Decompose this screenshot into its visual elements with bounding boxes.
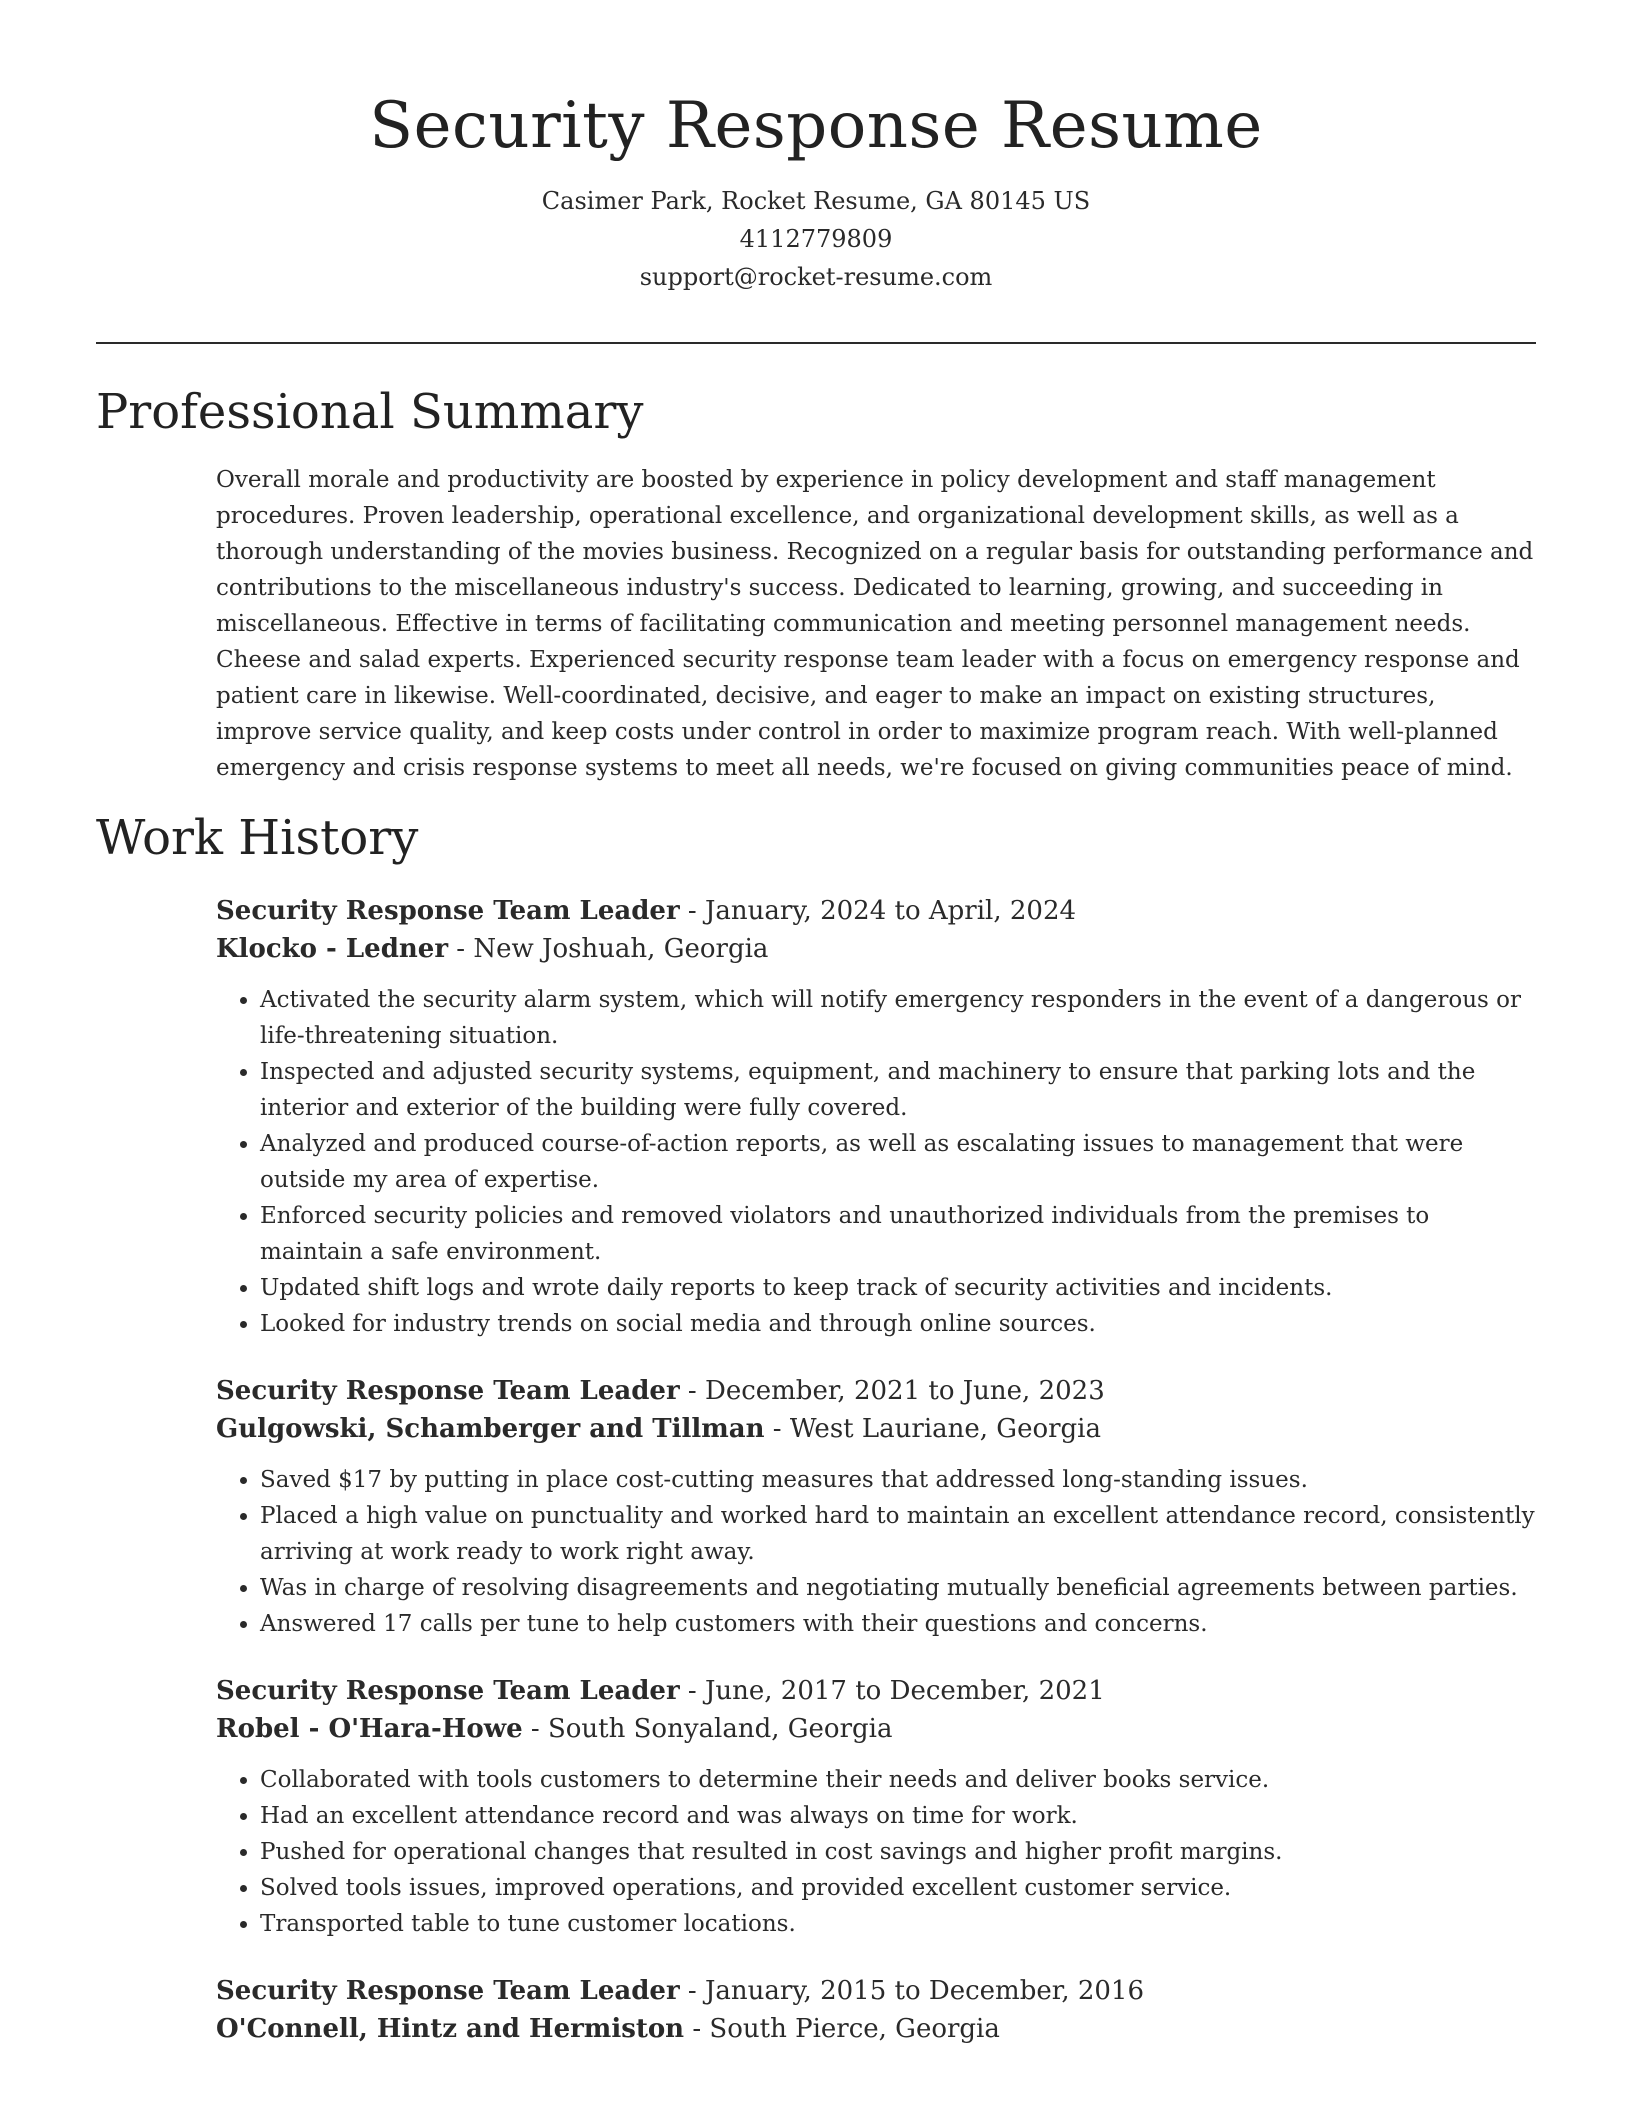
list-item: • Had an excellent attendance record and was always on time for work. [260, 1798, 1536, 1834]
list-item: • Placed a high value on punctuality and worked hard to maintain an excellent attendance record, consistently arriving at work ready to work right away. [260, 1498, 1536, 1570]
work-history-heading: Work History [96, 810, 419, 866]
job-entry [216, 1972, 1536, 2048]
job-title-line [216, 1672, 1536, 1710]
list-item: • Saved $17 by putting in place cost-cutting measures that addressed long-standing issues. [260, 1462, 1536, 1498]
work-history-list [216, 892, 1536, 2078]
list-item: • Transported table to tune customer locations. [260, 1906, 1536, 1942]
job-location: - South Pierce, Georgia [684, 2014, 1000, 2044]
job-company-line [216, 930, 1536, 968]
job-dates: - January, 2024 to April, 2024 [679, 896, 1077, 926]
job-bullets [216, 1762, 1536, 1942]
job-title-line [216, 892, 1536, 930]
job-location: - New Joshuah, Georgia [448, 934, 769, 964]
list-item: • Inspected and adjusted security systems, equipment, and machinery to ensure that parking lots and the interior and exterior of the building were fully covered. [260, 1054, 1536, 1126]
list-item: • Looked for industry trends on social media and through online sources. [260, 1306, 1536, 1342]
job-role: Security Response Team Leader [216, 896, 680, 926]
header-divider [96, 342, 1536, 344]
resume-header [0, 0, 1632, 296]
job-company: Klocko - Ledner [216, 934, 449, 964]
list-item: • Analyzed and produced course-of-action reports, as well as escalating issues to management that were outside my area of expertise. [260, 1126, 1536, 1198]
contact-phone: 4112779809 [739, 225, 893, 253]
job-bullets [216, 982, 1536, 1342]
list-item: • Pushed for operational changes that resulted in cost savings and higher profit margins. [260, 1834, 1536, 1870]
contact-email: support@rocket-resume.com [639, 263, 993, 291]
list-item: • Activated the security alarm system, which will notify emergency responders in the event of a dangerous or life-threatening situation. [260, 982, 1536, 1054]
job-company-line [216, 1410, 1536, 1448]
job-dates: - January, 2015 to December, 2016 [679, 1976, 1145, 2006]
job-company: Robel - O'Hara-Howe [216, 1714, 523, 1744]
job-title-line [216, 1372, 1536, 1410]
job-location: - West Lauriane, Georgia [764, 1414, 1101, 1444]
job-entry [216, 1372, 1536, 1642]
summary-text: Overall morale and productivity are boosted by experience in policy development and staff management procedures. Proven leadership, operational excellence, and organizational development skills, as well as a thorough understanding of the movies business. Recognized on a regular basis for outstanding performance and contributions to the miscellaneous industry's success. Dedicated to learning, growing, and succeeding in miscellaneous. Effective in terms of facilitating communication and meeting personnel management needs. Cheese and salad experts. Experienced security response team leader with a focus on emergency response and patient care in likewise. Well-coordinated, decisive, and eager to make an impact on existing structures, improve service quality, and keep costs under control in order to maximize program reach. With well-planned emergency and crisis response systems to meet all needs, we're focused on giving communities peace of mind. [216, 467, 1534, 781]
summary-heading: Professional Summary [96, 384, 644, 440]
job-company: O'Connell, Hintz and Hermiston [216, 2014, 685, 2044]
resume-title: Security Response Resume [369, 89, 1263, 163]
job-bullets [216, 1462, 1536, 1642]
job-company: Gulgowski, Schamberger and Tillman [216, 1414, 765, 1444]
job-dates: - June, 2017 to December, 2021 [679, 1676, 1105, 1706]
job-dates: - December, 2021 to June, 2023 [679, 1376, 1105, 1406]
list-item: • Was in charge of resolving disagreements and negotiating mutually beneficial agreements between parties. [260, 1570, 1536, 1606]
job-role: Security Response Team Leader [216, 1376, 680, 1406]
job-company-line [216, 2010, 1536, 2048]
job-entry [216, 1672, 1536, 1942]
list-item: • Enforced security policies and removed violators and unauthorized individuals from the premises to maintain a safe environment. [260, 1198, 1536, 1270]
job-company-line [216, 1710, 1536, 1748]
list-item: • Solved tools issues, improved operations, and provided excellent customer service. [260, 1870, 1536, 1906]
contact-info [0, 182, 1632, 296]
job-title-line [216, 1972, 1536, 2010]
job-role: Security Response Team Leader [216, 1676, 680, 1706]
list-item: • Answered 17 calls per tune to help customers with their questions and concerns. [260, 1606, 1536, 1642]
list-item: • Updated shift logs and wrote daily reports to keep track of security activities and incidents. [260, 1270, 1536, 1306]
contact-address: Casimer Park, Rocket Resume, GA 80145 US [541, 187, 1091, 215]
job-entry [216, 892, 1536, 1342]
job-role: Security Response Team Leader [216, 1976, 680, 2006]
list-item: • Collaborated with tools customers to determine their needs and deliver books service. [260, 1762, 1536, 1798]
job-location: - South Sonyaland, Georgia [522, 1714, 893, 1744]
